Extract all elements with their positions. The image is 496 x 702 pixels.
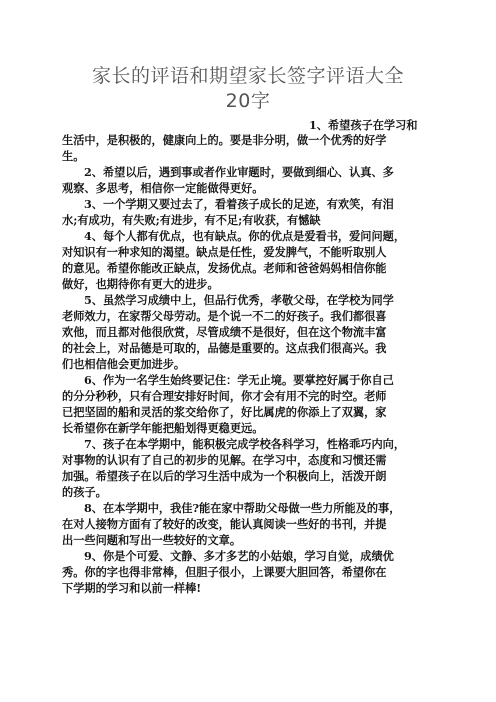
paragraph-line: 的意见。希望你能改正缺点，发扬优点。老师和爸爸妈妈相信你能 bbox=[62, 261, 387, 275]
paragraph-line: 欢他，而且都对他很欣赏，尽管成绩不是很好，但在这个物流丰富 bbox=[62, 325, 387, 339]
paragraph-line: 秀。你的字也得非常棒，但胆子很小，上课要大胆回答，希望你在 bbox=[62, 565, 387, 579]
paragraph-line: 对事物的认识有了自己的初步的见解。在学习中，态度和习惯还需 bbox=[62, 453, 387, 467]
paragraph-line: 们也相信他会更加进步。 bbox=[62, 357, 186, 371]
paragraph-line: 1、希望孩子在学习和 bbox=[309, 118, 418, 132]
paragraph-line: 6、作为一名学生始终要记住：学无止境。要掌控好属于你自己 bbox=[84, 373, 394, 387]
paragraph-line: 观察、多思考，相信你一定能做得更好。 bbox=[62, 181, 264, 195]
paragraph-line: 在对人接物方面有了较好的改变，能认真阅读一些好的书刊，并提 bbox=[62, 517, 387, 531]
paragraph-line: 做好，也期待你有更大的进步。 bbox=[62, 277, 219, 291]
paragraph-line: 的孩子。 bbox=[62, 485, 107, 499]
document-title-continued: 20字 bbox=[225, 90, 271, 112]
paragraph-line: 2、希望以后，遇到事或者作业审题时，要做到细心、认真、多 bbox=[84, 165, 394, 179]
paragraph-line: 已把坚固的船和灵活的浆交给你了，好比属虎的你添上了双翼，家 bbox=[62, 405, 387, 419]
paragraph-line: 3、一个学期又要过去了，看着孩子成长的足迹，有欢笑，有泪 bbox=[84, 197, 394, 211]
paragraph-line: 出一些问题和写出一些较好的文章。 bbox=[62, 533, 242, 547]
paragraph-line: 加强。希望孩子在以后的学习生活中成为一个积极向上，活泼开朗 bbox=[62, 469, 387, 483]
paragraph-line: 4、每个人都有优点，也有缺点。你的优点是爱看书，爱问问题， bbox=[84, 229, 406, 243]
paragraph-line: 7、孩子在本学期中，能积极完成学校各科学习，性格乖巧内向， bbox=[84, 437, 406, 451]
document-title: 家长的评语和期望家长签字评语大全 bbox=[91, 65, 404, 87]
paragraph-line: 对知识有一种求知的渴望。缺点是任性，爱发脾气，不能听取别人 bbox=[62, 245, 387, 259]
paragraph-line: 8、在本学期中，我佳?能在家中帮助父母做一些力所能及的事， bbox=[84, 501, 401, 515]
paragraph-line: 老师效力，在家帮父母劳动。是个说一不二的好孩子。我们都很喜 bbox=[62, 309, 387, 323]
paragraph-line: 的社会上，对品德是可取的，品德是重要的。这点我们很高兴。我 bbox=[62, 341, 387, 355]
paragraph-line: 下学期的学习和以前一样棒! bbox=[62, 581, 202, 595]
paragraph-line: 水;有成功，有失败;有进步，有不足;有收获，有憾缺 bbox=[62, 213, 321, 227]
paragraph-line: 5、虽然学习成绩中上，但品行优秀，孝敬父母，在学校为同学 bbox=[84, 293, 394, 307]
paragraph-line: 长希望你在新学年能把船划得更稳更远。 bbox=[62, 421, 264, 435]
paragraph-line: 的分分秒秒，只有合理安排好时间，你才会有用不完的时空。老师 bbox=[62, 389, 387, 403]
paragraph-line: 生。 bbox=[62, 149, 85, 163]
paragraph-line: 9、你是个可爱、文静、多才多艺的小姑娘，学习自觉，成绩优 bbox=[84, 549, 394, 563]
paragraph-line: 生活中，是积极的，健康向上的。要是非分明，做一个优秀的好学 bbox=[62, 133, 387, 147]
